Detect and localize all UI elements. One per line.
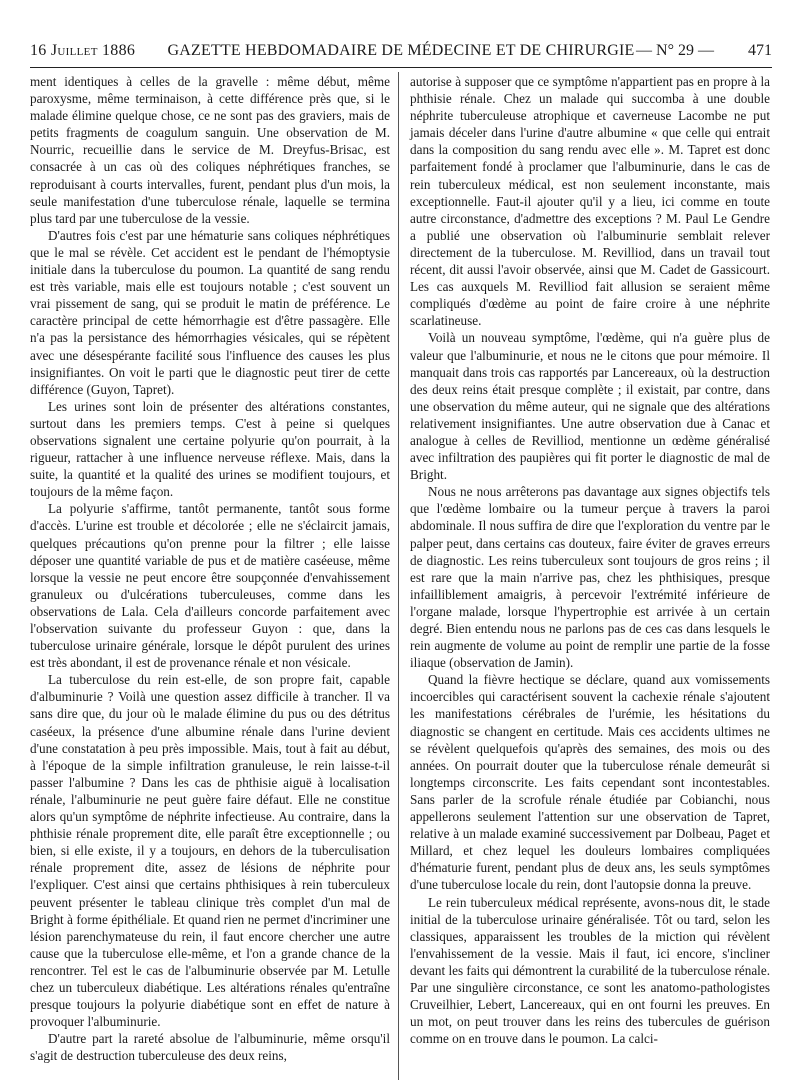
journal-title: GAZETTE HEBDOMADAIRE DE MÉDECINE ET DE CHIRURGIE: [167, 42, 635, 59]
paragraph: Le rein tuberculeux médical représente, avons-nous dit, le stade initial de la tuberculose urinaire généralisée. Tôt ou tard, selon les classiques, apparaissent les troubles de la miction qui révèlent l'envahissement de la vessie. Mais il faut, ici encore, s'incliner devant les faits qui démontrent la curabilité de la tuberculose rénale. Par une singulière circonstance, ce sont les anatomo-pathologistes Cruveilhier, Lebert, Lancereaux, qui en ont fourni les preuves. En un mot, on peut trouver dans les reins des tubercules de guérison comme on en trouve dans le poumon. La calci-: [410, 894, 770, 1047]
issue-date: 16 Juillet 1886: [30, 42, 136, 59]
paragraph: La polyurie s'affirme, tantôt permanente, tantôt sous forme d'accès. L'urine est trouble et décolorée ; elle ne s'éclaircit jamais, quelques précautions qu'on prenne pour la filtrer ; elle laisse déposer une quantité variable de pus et de matière caséeuse, même lorsque la vessie ne peut encore être soupçonnée d'envahissement granuleux ou d'ulcérations tuberculeuses, comme dans les observations de Lala. Cela d'ailleurs concorde parfaitement avec l'observation suivante du professeur Guyon : que, dans la tuberculose urinaire générale, lorsque le dépôt purulent des urines est très abondant, il est de provenance rénale et non vésicale.: [30, 501, 390, 671]
paragraph: ment identiques à celles de la gravelle : même début, même paroxysme, même terminaison, à cette différence près que, si le malade élimine quelque chose, ce ne sont pas des graviers, mais de petits fragments de coagulum sanguin. Une observation de M. Nourric, recueillie dans le service de M. Dreyfus-Brisac, est consacrée à un cas où des coliques néphrétiques franches, se reproduisant à courts intervalles, furent, pendant plus d'un mois, la seule manifestation d'une tuberculose rénale, laquelle se termina plus tard par une tuberculose de la vessie.: [30, 74, 390, 226]
paragraph: autorise à supposer que ce symptôme n'appartient pas en propre à la phthisie rénale. Chez un malade qui succomba à une double néphrite tuberculeuse atrophique et caverneuse Lacombe ne put jamais déceler dans l'urine d'autre albumine « que celle qui entrait dans la composition du sang rendu avec elle ». M. Tapret est donc parfaitement fondé à proclamer que l'albuminurie, dans le cas de rein tuberculeux médical, est non seulement inconstante, mais exceptionnelle. Faut-il ajouter qu'il y a lieu, ici comme en toute autre circonstance, d'admettre des exceptions ? M. Paul Le Gendre a publié une observation où l'albuminurie semblait relever directement de la tuberculose. M. Revilliod, dans un travail tout récent, dit aussi l'avoir observée, ainsi que M. Cadet de Gassicourt. Les cas auxquels M. Revilliod fait allusion se seraient même compliqués d'œdème au point de faire croire à une néphrite scarlatineuse.: [410, 74, 770, 329]
left-column: [30, 73, 390, 1064]
issue-number: — N° 29 —: [636, 42, 714, 59]
paragraph: Nous ne nous arrêterons pas davantage aux signes objectifs tels que l'œdème lombaire ou la tumeur perçue à travers la paroi abdominale. Il nous suffira de dire que l'exploration du ventre par le palper peut, dans certains cas douteux, faire éviter de graves erreurs de diagnostic. Les reins tuberculeux sont toujours de gros reins ; il est rare que la main n'arrive pas, chez les phthisiques, presque infailliblement amaigris, à percevoir l'extrémité inférieure de l'organe malade, lorsque l'hypertrophie est arrivée à un certain degré. Bien entendu nous ne parlons pas de ces cas dans lesquels le rein augmente de volume au point de remplir une partie de la fosse iliaque (observation de Jamin).: [410, 484, 770, 671]
paragraph: Les urines sont loin de présenter des altérations constantes, surtout dans les premiers temps. C'est à peine si quelques observations signalent une certaine polyurie qu'on pourrait, à la rigueur, rattacher à une influence nerveuse réflexe. Mais, dans la suite, la quantité et la qualité des urines se modifient toujours, et toujours de la même façon.: [30, 398, 390, 500]
page-number: 471: [748, 42, 772, 59]
page-header: [30, 42, 772, 64]
column-separator: [398, 72, 399, 1080]
paragraph: Quand la fièvre hectique se déclare, quand aux vomissements incoercibles qui caractérisent souvent la cachexie rénale s'ajoutent les manifestations cérébrales de l'urémie, les hésitations du diagnostic se changent en certitude. Mais ces accidents ultimes ne se révèlent quelquefois qu'après des semaines, des mois ou des années. On pourrait douter que la tuberculose rénale demeurât si longtemps circonscrite. Les faits cependant sont incontestables. Sans parler de la scrofule rénale étudiée par Cobianchi, nous appellerons seulement l'attention sur une observation de Tapret, relative à un malade examiné successivement par Dolbeau, Paget et Millard, et chez lequel les douleurs lombaires compliquées d'hématurie furent, pendant plus de deux ans, les seuls symptômes d'une tuberculose locale du rein, dont l'autopsie donna la preuve.: [410, 672, 770, 893]
right-column: [410, 73, 770, 1047]
paragraph: D'autre part la rareté absolue de l'albuminurie, même orsqu'il s'agit de destruction tuberculeuse des deux reins,: [30, 1031, 390, 1064]
paragraph: D'autres fois c'est par une hématurie sans coliques néphrétiques que le mal se révèle. Cet accident est le pendant de l'hémoptysie initiale dans la tuberculose du poumon. La quantité de sang rendu est très variable, mais elle est toujours notable ; c'est souvent un vrai pissement de sang, qui se produit le matin de préférence. Le caractère principal de cette hémorrhagie est d'être passagère. Elle n'a pas la persistance des hémorrhagies vésicales, qui se répètent avec une désespérante facilité sous l'influence des causes les plus insignifiantes. On voit le parti que le diagnostic peut tirer de cette différence (Guyon, Tapret).: [30, 227, 390, 397]
paragraph: Voilà un nouveau symptôme, l'œdème, qui n'a guère plus de valeur que l'albuminurie, et nous ne le citons que pour mémoire. Il manquait dans trois cas rapportés par Lancereaux, où la destruction des deux reins était presque complète ; il existait, par contre, dans une observation du même auteur, qui ne signale que des altérations relativement insignifiantes. Une autre observation due à Canac et analogue à celles de Revilliod, mentionne un œdème généralisé avec infiltration des paupières qui fit porter le diagnostic de mal de Bright.: [410, 330, 770, 483]
paragraph: La tuberculose du rein est-elle, de son propre fait, capable d'albuminurie ? Voilà une question assez difficile à trancher. Il va sans dire que, du jour où le malade élimine du pus ou des détritus caséeux, la présence d'une albumine rénale dans l'urine devient d'une constatation à peu près impossible. Mais, tout à fait au début, à l'époque de la simple infiltration granuleuse, le rein laisse-t-il passer l'albumine ? Dans les cas de phthisie aiguë à localisation rénale, l'albuminurie ne peut guère faire défaut. Elle ne constitue alors qu'un symptôme de néphrite infectieuse. Au contraire, dans la phthisie rénale proprement dite, elle paraît être exceptionnelle ; ou bien, si elle existe, il y a toujours, en dehors de la tuberculisation rénale proprement dite, assez de lésions de néphrite pour l'expliquer. C'est ainsi que certains phthisiques à rein tuberculeux peuvent présenter le tableau clinique très complet d'un mal de Bright à forme épithéliale. Et quand rien ne permet d'incriminer une lésion parenchymateuse du rein, il faut encore chercher une autre cause que la tuberculose elle-même, et l'on a grande chance de la rencontrer. Tel est le cas de l'albuminurie observée par M. Letulle chez un tuberculeux diabétique. Les altérations rénales qu'entraîne presque toujours la polyurie diabétique sont en effet de nature à provoquer l'albuminurie.: [30, 672, 390, 1030]
header-rule: [30, 67, 772, 68]
